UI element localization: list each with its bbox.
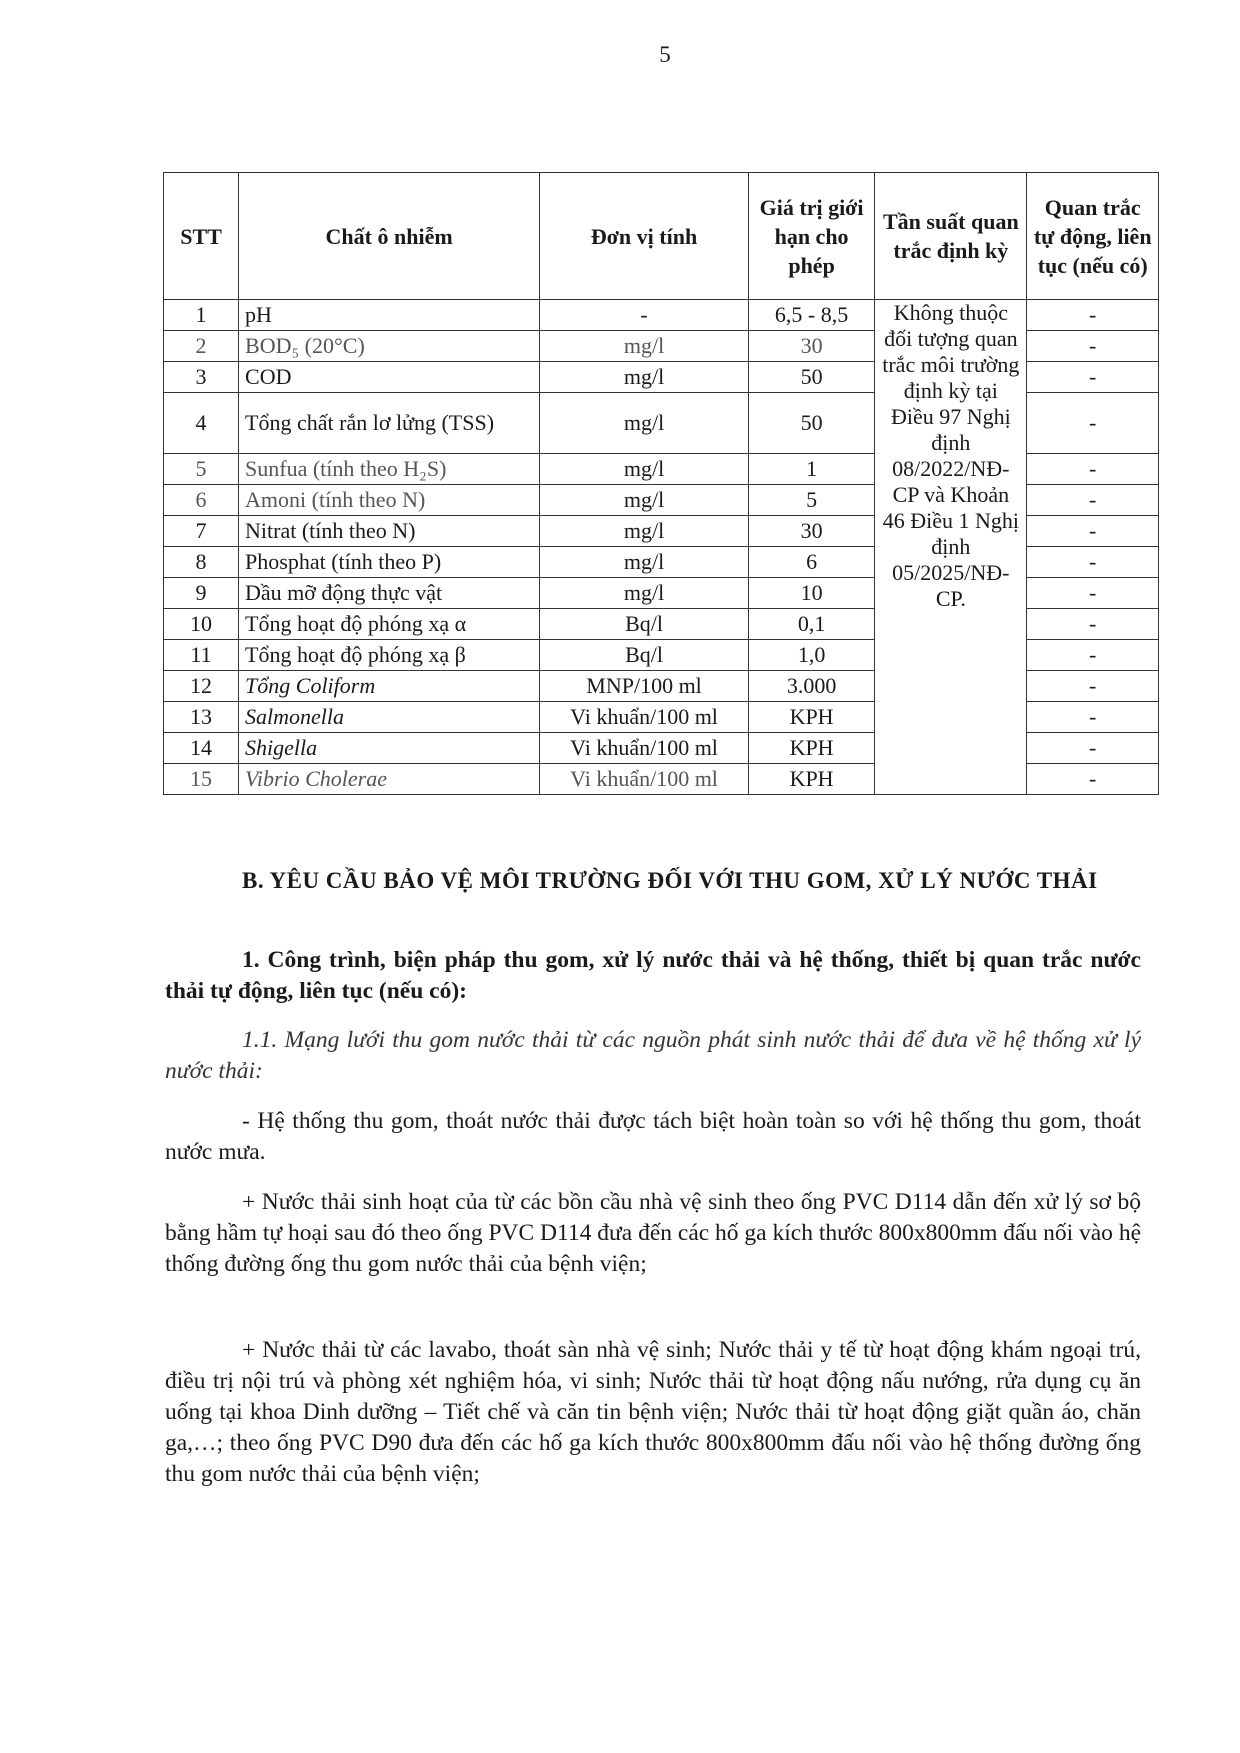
cell-auto: -	[1027, 300, 1159, 331]
cell-limit: 30	[748, 516, 874, 547]
cell-stt: 13	[164, 702, 239, 733]
header-auto: Quan trắc tự động, liên tục (nếu có)	[1027, 173, 1159, 300]
cell-stt: 6	[164, 485, 239, 516]
cell-stt: 4	[164, 393, 239, 454]
cell-limit: 50	[748, 393, 874, 454]
table-row	[164, 300, 1159, 331]
cell-limit: 1,0	[748, 640, 874, 671]
paragraph-medical-wastewater: + Nước thải từ các lavabo, thoát sàn nhà vệ sinh; Nước thải y tế từ hoạt động khám ngoại trú, điều trị nội trú và phòng xét nghiệm hóa, vi sinh; Nước thải từ hoạt động nấu nướng, rửa dụng cụ ăn uống tại khoa Dinh dưỡng – Tiết chế và căn tin bệnh viện; Nước thải từ hoạt động giặt quần áo, chăn ga,…; theo ống PVC D90 đưa đến các hố ga kích thước 800x800mm đấu nối vào hệ thống đường ống thu gom nước thải của bệnh viện;	[165, 1337, 1141, 1487]
cell-stt: 3	[164, 362, 239, 393]
cell-unit: mg/l	[540, 578, 749, 609]
cell-limit: 1	[748, 454, 874, 485]
header-frequency: Tần suất quan trắc định kỳ	[875, 173, 1027, 300]
cell-unit: mg/l	[540, 547, 749, 578]
cell-auto: -	[1027, 578, 1159, 609]
cell-pollutant: Salmonella	[239, 702, 540, 733]
header-stt: STT	[164, 173, 239, 300]
cell-stt: 5	[164, 454, 239, 485]
cell-unit: Vi khuẩn/100 ml	[540, 764, 749, 795]
cell-limit: 5	[748, 485, 874, 516]
cell-stt: 11	[164, 640, 239, 671]
cell-unit: mg/l	[540, 331, 749, 362]
cell-pollutant: Shigella	[239, 733, 540, 764]
item-1-title: 1. Công trình, biện pháp thu gom, xử lý nước thải và hệ thống, thiết bị quan trắc nước thải tự động, liên tục (nếu có):	[165, 947, 1141, 1004]
cell-pollutant: Dầu mỡ động thực vật	[239, 578, 540, 609]
header-pollutant: Chất ô nhiễm	[239, 173, 540, 300]
cell-pollutant: BOD₅ (20°C)	[239, 331, 540, 362]
cell-limit: KPH	[748, 764, 874, 795]
cell-limit: 30	[748, 331, 874, 362]
section-b-title: B. YÊU CẦU BẢO VỆ MÔI TRƯỜNG ĐỐI VỚI THU GOM, XỬ LÝ NƯỚC THẢI	[242, 868, 1098, 893]
cell-auto: -	[1027, 454, 1159, 485]
page-number: 5	[659, 42, 671, 67]
cell-stt: 7	[164, 516, 239, 547]
cell-auto: -	[1027, 516, 1159, 547]
cell-auto: -	[1027, 485, 1159, 516]
cell-pollutant: Tổng hoạt độ phóng xạ α	[239, 609, 540, 640]
cell-limit: KPH	[748, 702, 874, 733]
cell-pollutant: COD	[239, 362, 540, 393]
cell-unit: mg/l	[540, 485, 749, 516]
cell-limit: KPH	[748, 733, 874, 764]
cell-limit: 50	[748, 362, 874, 393]
cell-auto: -	[1027, 362, 1159, 393]
cell-auto: -	[1027, 733, 1159, 764]
header-unit: Đơn vị tính	[540, 173, 749, 300]
cell-unit: Bq/l	[540, 640, 749, 671]
cell-pollutant: Amoni (tính theo N)	[239, 485, 540, 516]
cell-stt: 15	[164, 764, 239, 795]
cell-unit: mg/l	[540, 516, 749, 547]
table-header-row	[164, 173, 1159, 300]
cell-unit: Vi khuẩn/100 ml	[540, 733, 749, 764]
cell-stt: 1	[164, 300, 239, 331]
cell-stt: 10	[164, 609, 239, 640]
cell-stt: 2	[164, 331, 239, 362]
cell-pollutant: Sunfua (tính theo H₂S)	[239, 454, 540, 485]
cell-pollutant: Tổng chất rắn lơ lửng (TSS)	[239, 393, 540, 454]
cell-unit: mg/l	[540, 454, 749, 485]
cell-limit: 6,5 - 8,5	[748, 300, 874, 331]
cell-auto: -	[1027, 702, 1159, 733]
cell-auto: -	[1027, 393, 1159, 454]
cell-stt: 14	[164, 733, 239, 764]
cell-pollutant: pH	[239, 300, 540, 331]
cell-auto: -	[1027, 609, 1159, 640]
cell-pollutant: Tổng hoạt độ phóng xạ β	[239, 640, 540, 671]
cell-unit: MNP/100 ml	[540, 671, 749, 702]
paragraph-domestic-wastewater: + Nước thải sinh hoạt của từ các bồn cầu nhà vệ sinh theo ống PVC D114 dẫn đến xử lý sơ bộ bằng hầm tự hoại sau đó theo ống PVC D114 đưa đến các hố ga kích thước 800x800mm đấu nối vào hệ thống đường ống thu gom nước thải của bệnh viện;	[165, 1189, 1141, 1277]
cell-unit: -	[540, 300, 749, 331]
paragraph-separation: - Hệ thống thu gom, thoát nước thải được tách biệt hoàn toàn so với hệ thống thu gom, thoát nước mưa.	[165, 1108, 1141, 1165]
cell-limit: 3.000	[748, 671, 874, 702]
cell-auto: -	[1027, 547, 1159, 578]
cell-stt: 8	[164, 547, 239, 578]
cell-unit: mg/l	[540, 393, 749, 454]
cell-pollutant: Vibrio Cholerae	[239, 764, 540, 795]
cell-unit: mg/l	[540, 362, 749, 393]
cell-frequency-note: Không thuộc đối tượng quan trắc môi trường định kỳ tại Điều 97 Nghị định 08/2022/NĐ-CP và Khoản 46 Điều 1 Nghị định 05/2025/NĐ-CP.	[875, 300, 1027, 795]
cell-stt: 9	[164, 578, 239, 609]
cell-auto: -	[1027, 640, 1159, 671]
cell-pollutant: Phosphat (tính theo P)	[239, 547, 540, 578]
cell-limit: 0,1	[748, 609, 874, 640]
item-1-1-title: 1.1. Mạng lưới thu gom nước thải từ các nguồn phát sinh nước thải để đưa về hệ thống xử lý nước thải:	[165, 1027, 1141, 1084]
cell-auto: -	[1027, 764, 1159, 795]
header-limit: Giá trị giới hạn cho phép	[748, 173, 874, 300]
cell-pollutant: Tổng Coliform	[239, 671, 540, 702]
cell-pollutant: Nitrat (tính theo N)	[239, 516, 540, 547]
cell-auto: -	[1027, 331, 1159, 362]
pollutant-limit-table	[163, 172, 1159, 795]
cell-auto: -	[1027, 671, 1159, 702]
cell-stt: 12	[164, 671, 239, 702]
cell-unit: Vi khuẩn/100 ml	[540, 702, 749, 733]
cell-limit: 10	[748, 578, 874, 609]
cell-unit: Bq/l	[540, 609, 749, 640]
cell-limit: 6	[748, 547, 874, 578]
